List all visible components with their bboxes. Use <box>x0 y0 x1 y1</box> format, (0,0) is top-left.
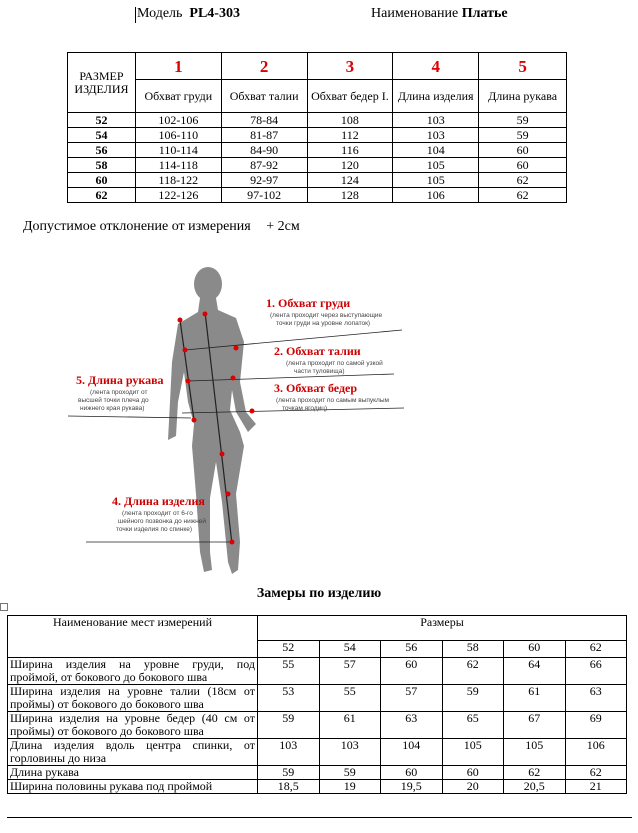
garment-measurements-table <box>7 615 627 794</box>
measurement-cell: 102-106 <box>135 113 221 128</box>
size-column-header: 56 <box>381 641 443 658</box>
label-length <box>112 494 206 533</box>
size-value: 54 <box>68 128 136 143</box>
measurement-cell: 84-90 <box>221 143 307 158</box>
model-header <box>137 6 240 22</box>
column-label: Обхват груди <box>135 80 221 113</box>
size-header-cell: РАЗМЕР ИЗДЕЛИЯ <box>68 53 136 113</box>
size-column-header: 60 <box>504 641 566 658</box>
label-hips <box>274 381 390 412</box>
garment-value-cell: 61 <box>504 685 566 712</box>
measurement-place-name: Ширина половины рукава под проймой <box>8 780 258 794</box>
svg-text:шейного позвонка до нижней: шейного позвонка до нижней <box>118 518 206 525</box>
label-chest <box>266 296 383 327</box>
measurement-cell: 118-122 <box>135 173 221 188</box>
tolerance-value: + 2см <box>266 219 300 234</box>
garment-value-cell: 59 <box>442 685 504 712</box>
garment-value-cell: 63 <box>381 712 443 739</box>
model-value: PL4-303 <box>189 6 240 21</box>
measurement-place-name: Ширина изделия на уровне груди, под проймой, от бокового до бокового шва <box>8 658 258 685</box>
garment-value-cell: 60 <box>381 766 443 780</box>
name-label: Наименование <box>371 6 459 21</box>
measurement-cell: 92-97 <box>221 173 307 188</box>
svg-text:(лента проходит по самой узкой: (лента проходит по самой узкой <box>286 360 383 367</box>
table-move-handle[interactable] <box>0 603 8 611</box>
size-value: 60 <box>68 173 136 188</box>
garment-value-cell: 55 <box>258 658 320 685</box>
garment-value-cell: 105 <box>504 739 566 766</box>
measurement-cell: 120 <box>307 158 393 173</box>
measurement-place-name: Ширина изделия на уровне талии (18см от проймы) от бокового до бокового шва <box>8 685 258 712</box>
size-row <box>68 158 567 173</box>
garment-value-cell: 59 <box>258 712 320 739</box>
measurement-cell: 59 <box>479 113 567 128</box>
garment-value-cell: 61 <box>319 712 381 739</box>
column-label: Длина изделия <box>393 80 479 113</box>
measurement-cell: 60 <box>479 143 567 158</box>
garment-value-cell: 105 <box>442 739 504 766</box>
garment-value-cell: 65 <box>442 712 504 739</box>
column-number: 1 <box>135 53 221 80</box>
size-value: 52 <box>68 113 136 128</box>
measurement-cell: 81-87 <box>221 128 307 143</box>
size-row <box>68 188 567 203</box>
svg-text:нижнего края рукава): нижнего края рукава) <box>80 405 145 412</box>
measurement-cell: 106-110 <box>135 128 221 143</box>
svg-text:4. Длина изделия: 4. Длина изделия <box>112 494 205 508</box>
garment-value-cell: 59 <box>258 766 320 780</box>
garment-value-cell: 63 <box>565 685 627 712</box>
svg-text:(лента проходит по самым выпук: (лента проходит по самым выпуклым <box>276 397 389 404</box>
name-value: Платье <box>461 6 508 21</box>
garment-section-title: Замеры по изделию <box>256 586 382 601</box>
measurement-cell: 60 <box>479 158 567 173</box>
measurement-cell: 106 <box>393 188 479 203</box>
column-number: 2 <box>221 53 307 80</box>
page-bottom-rule <box>7 817 632 818</box>
svg-text:(лента проходит от: (лента проходит от <box>90 389 148 396</box>
measurement-cell: 105 <box>393 173 479 188</box>
garment-value-cell: 59 <box>319 766 381 780</box>
measurement-cell: 112 <box>307 128 393 143</box>
size-column-header: 58 <box>442 641 504 658</box>
measurement-cell: 62 <box>479 173 567 188</box>
size-chart-table <box>67 52 567 203</box>
measurement-cell: 128 <box>307 188 393 203</box>
garment-value-cell: 64 <box>504 658 566 685</box>
size-value: 62 <box>68 188 136 203</box>
svg-text:части туловища): части туловища) <box>294 368 345 375</box>
column-number: 3 <box>307 53 393 80</box>
measurement-cell: 108 <box>307 113 393 128</box>
measurement-place-name: Ширина изделия на уровне бедер (40 см от проймы) от бокового до бокового шва <box>8 712 258 739</box>
measurement-cell: 124 <box>307 173 393 188</box>
svg-text:3. Обхват бедер: 3. Обхват бедер <box>274 381 358 395</box>
model-label: Модель <box>137 6 183 21</box>
measurement-cell: 97-102 <box>221 188 307 203</box>
garment-value-cell: 60 <box>442 766 504 780</box>
measurement-cell: 103 <box>393 113 479 128</box>
svg-text:5. Длина рукава: 5. Длина рукава <box>76 373 164 387</box>
garment-value-cell: 55 <box>319 685 381 712</box>
measurement-place-name: Длина изделия вдоль центра спинки, от горловины до низа <box>8 739 258 766</box>
garment-value-cell: 19,5 <box>381 780 443 794</box>
size-row <box>68 113 567 128</box>
garment-value-cell: 20 <box>442 780 504 794</box>
size-column-header: 62 <box>565 641 627 658</box>
size-value: 56 <box>68 143 136 158</box>
garment-row <box>8 739 627 766</box>
garment-value-cell: 103 <box>258 739 320 766</box>
measurement-cell: 110-114 <box>135 143 221 158</box>
product-name-header <box>371 6 508 22</box>
garment-value-cell: 103 <box>319 739 381 766</box>
garment-value-cell: 106 <box>565 739 627 766</box>
garment-value-cell: 60 <box>381 658 443 685</box>
text-cursor <box>135 7 136 23</box>
garment-row <box>8 712 627 739</box>
svg-text:(лента проходит от 6-го: (лента проходит от 6-го <box>122 510 193 517</box>
measurement-cell: 87-92 <box>221 158 307 173</box>
garment-value-cell: 62 <box>565 766 627 780</box>
column-label: Обхват талии <box>221 80 307 113</box>
column-number: 5 <box>479 53 567 80</box>
garment-value-cell: 57 <box>319 658 381 685</box>
measurement-cell: 59 <box>479 128 567 143</box>
measurement-place-name: Длина рукава <box>8 766 258 780</box>
size-row <box>68 143 567 158</box>
garment-value-cell: 53 <box>258 685 320 712</box>
svg-text:высшей точки плеча до: высшей точки плеча до <box>78 397 149 404</box>
garment-value-cell: 18,5 <box>258 780 320 794</box>
garment-value-cell: 69 <box>565 712 627 739</box>
column-label: Обхват бедер I. <box>307 80 393 113</box>
svg-text:1. Обхват груди: 1. Обхват груди <box>266 296 351 310</box>
size-column-header: 52 <box>258 641 320 658</box>
svg-text:(лента проходит через выступаю: (лента проходит через выступающие <box>270 312 383 319</box>
size-row <box>68 128 567 143</box>
garment-value-cell: 62 <box>442 658 504 685</box>
garment-value-cell: 20,5 <box>504 780 566 794</box>
svg-text:точки груди на уровне лопаток): точки груди на уровне лопаток) <box>276 320 371 327</box>
garment-value-cell: 66 <box>565 658 627 685</box>
column-number: 4 <box>393 53 479 80</box>
size-row <box>68 173 567 188</box>
garment-row <box>8 658 627 685</box>
measurement-cell: 114-118 <box>135 158 221 173</box>
measurement-cell: 62 <box>479 188 567 203</box>
measurement-cell: 104 <box>393 143 479 158</box>
measurement-cell: 116 <box>307 143 393 158</box>
label-sleeve <box>76 373 164 412</box>
measurement-cell: 78-84 <box>221 113 307 128</box>
svg-text:точкам ягодиц): точкам ягодиц) <box>282 405 328 412</box>
garment-value-cell: 19 <box>319 780 381 794</box>
sizes-header-cell: Размеры <box>258 616 627 641</box>
garment-value-cell: 62 <box>504 766 566 780</box>
garment-row <box>8 685 627 712</box>
svg-text:2. Обхват талии: 2. Обхват талии <box>274 344 361 358</box>
garment-row <box>8 766 627 780</box>
size-column-header: 54 <box>319 641 381 658</box>
tolerance-text: Допустимое отклонение от измерения <box>23 219 251 234</box>
garment-value-cell: 104 <box>381 739 443 766</box>
name-header-cell: Наименование мест измерений <box>8 616 258 658</box>
garment-value-cell: 67 <box>504 712 566 739</box>
size-value: 58 <box>68 158 136 173</box>
measurement-cell: 122-126 <box>135 188 221 203</box>
measurement-cell: 105 <box>393 158 479 173</box>
svg-text:точки изделия по спинке): точки изделия по спинке) <box>116 526 193 533</box>
measurement-figure <box>60 262 420 582</box>
garment-value-cell: 57 <box>381 685 443 712</box>
garment-row <box>8 780 627 794</box>
garment-value-cell: 21 <box>565 780 627 794</box>
tolerance-note <box>23 219 300 235</box>
label-waist <box>274 344 383 375</box>
measurement-cell: 103 <box>393 128 479 143</box>
column-label: Длина рукава <box>479 80 567 113</box>
